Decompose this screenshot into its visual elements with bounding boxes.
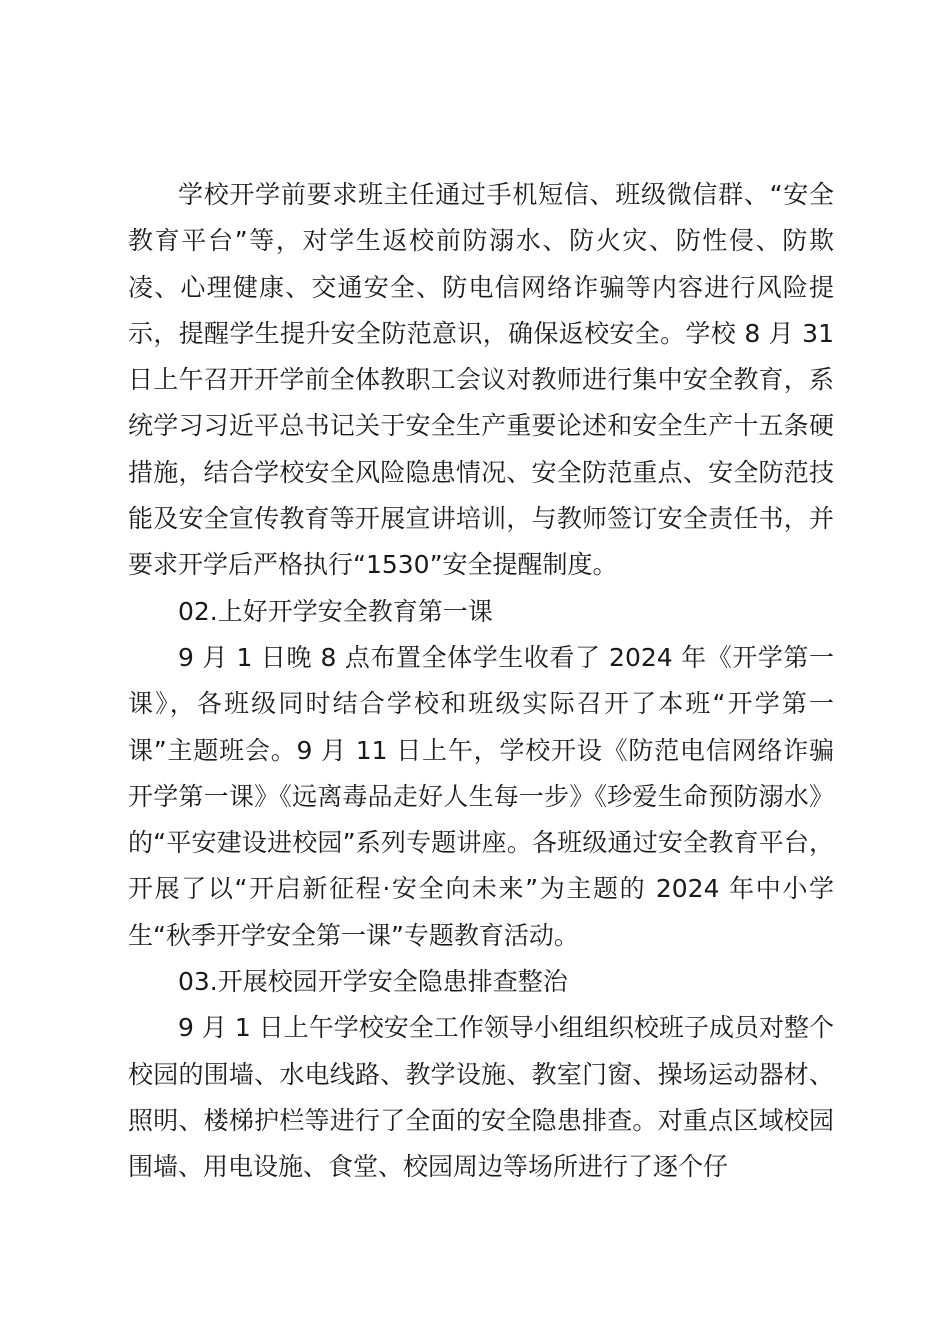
body-paragraph: 9 月 1 日晚 8 点布置全体学生收看了 2024 年《开学第一课》，各班级同时结合学校和班级实际召开了本班“开学第一课”主题班会。9 月 11 日上午，学校开设《防范电信网络诈骗开学第一课》《远离毒品走好人生每一步》《珍爱生命预防溺水》的“平安建设进校园”系列专题讲座。各班级通过安全教育平台，开展了以“开启新征程·安全向未来”为主题的 2024 年中小学生“秋季开学安全第一课”专题教育活动。 [128, 642, 834, 950]
section-heading: 02.上好开学安全教育第一课 [178, 596, 493, 626]
body-paragraph: 学校开学前要求班主任通过手机短信、班级微信群、“安全教育平台”等，对学生返校前防溺水、防火灾、防性侵、防欺凌、心理健康、交通安全、防电信网络诈骗等内容进行风险提示，提醒学生提升安全防范意识，确保返校安全。学校 8 月 31 日上午召开开学前全体教职工会议对教师进行集中安全教育，系统学习习近平总书记关于安全生产重要论述和安全生产十五条硬措施，结合学校安全风险隐患情况、安全防范重点、安全防范技能及安全宣传教育等开展宣讲培训，与教师签订安全责任书，并要求开学后严格执行“1530”安全提醒制度。 [128, 180, 834, 580]
body-paragraph: 9 月 1 日上午学校安全工作领导小组组织校班子成员对整个校园的围墙、水电线路、教学设施、教室门窗、操场运动器材、照明、楼梯护栏等进行了全面的安全隐患排查。对重点区域校园围墙、用电设施、食堂、校园周边等场所进行了逐个仔 [128, 1013, 834, 1182]
document-body [128, 172, 834, 1191]
section-heading: 03.开展校园开学安全隐患排查整治 [178, 967, 568, 997]
